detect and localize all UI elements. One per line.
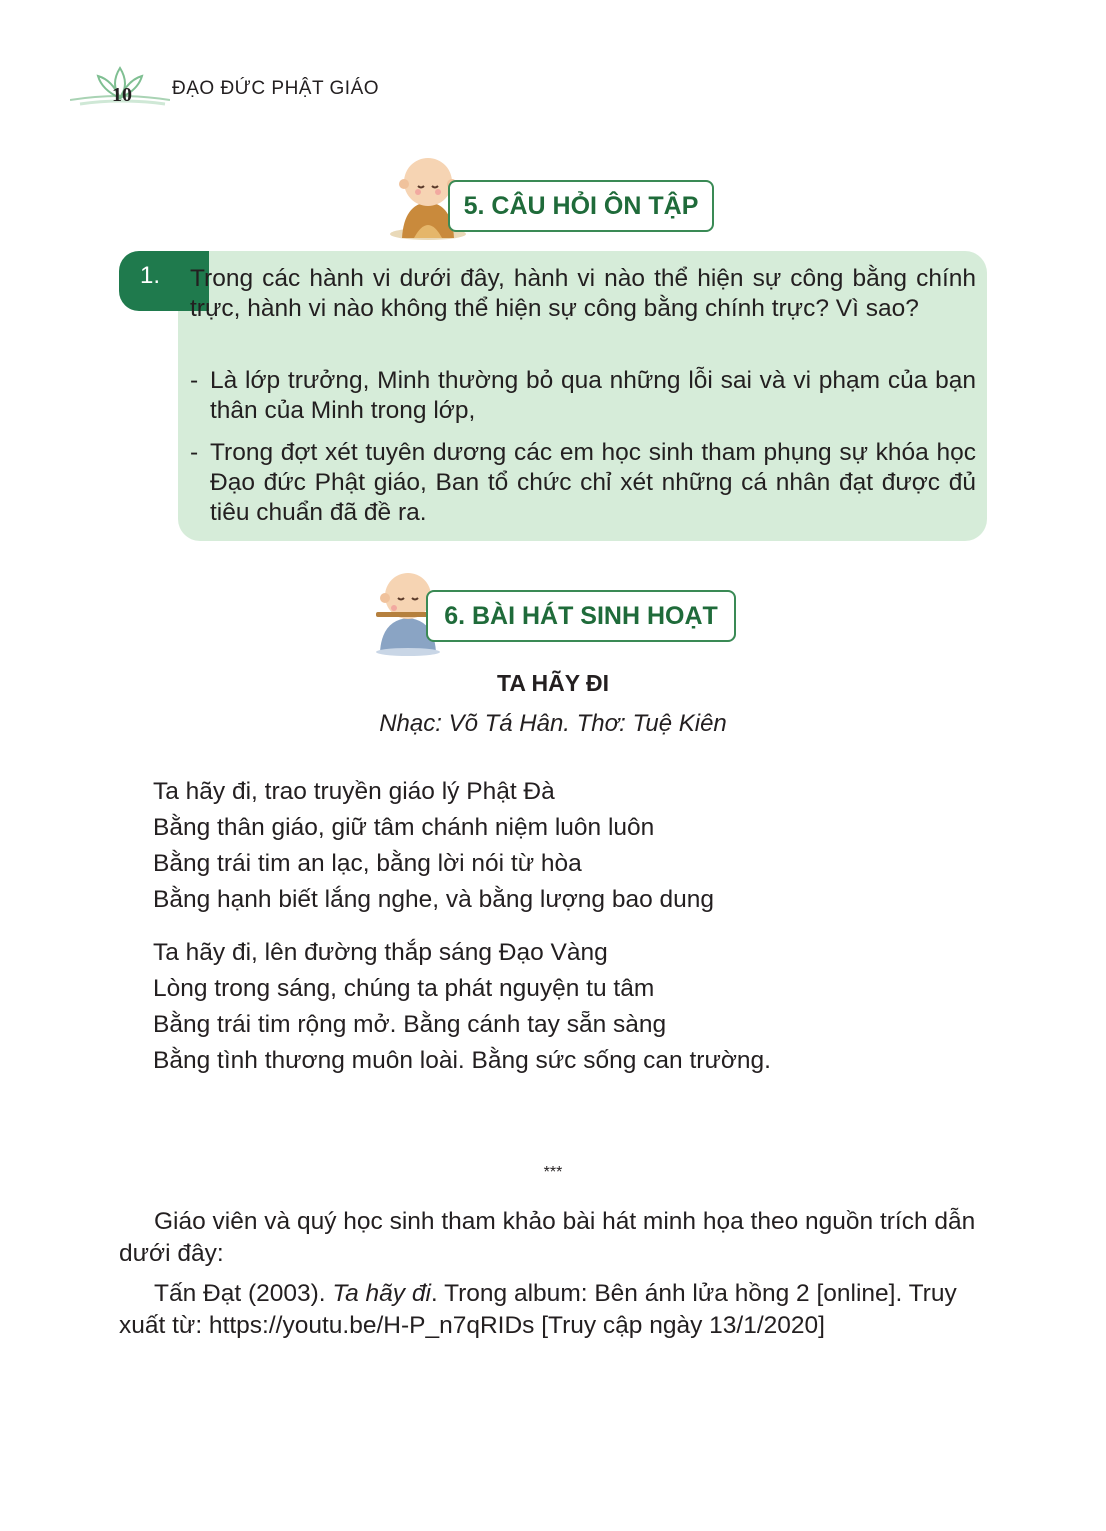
question-bullet: - Trong đợt xét tuyên dương các em học sinh tham phụng sự khóa học Đạo đức Phật giáo, Ban tổ chức chỉ xét những cá nhân đạt được đủ tiêu chuẩn đã đề ra.	[190, 439, 976, 526]
section5-heading-text: 5. CÂU HỎI ÔN TẬP	[463, 191, 699, 220]
lyric-line: Bằng thân giáo, giữ tâm chánh niệm luôn luôn	[153, 814, 655, 841]
lyric-line: Ta hãy đi, lên đường thắp sáng Đạo Vàng	[153, 939, 608, 966]
question-text: Trong các hành vi dưới đây, hành vi nào thể hiện sự công bằng chính trực, hành vi nào không thể hiện sự công bằng chính trực? Vì sao?	[190, 265, 976, 322]
separator: ***	[543, 1164, 563, 1181]
running-title: ĐẠO ĐỨC PHẬT GIÁO	[172, 78, 380, 99]
reference-intro: Giáo viên và quý học sinh tham khảo bài hát minh họa theo nguồn trích dẫn dưới đây:	[119, 1208, 976, 1267]
section5-heading	[448, 180, 714, 232]
section6-heading	[426, 590, 736, 642]
lyric-line: Bằng hạnh biết lắng nghe, và bằng lượng bao dung	[153, 886, 715, 913]
song-stanza-1	[153, 774, 714, 918]
lyric-line: Lòng trong sáng, chúng ta phát nguyện tu tâm	[153, 975, 655, 1002]
song-stanza-2	[153, 935, 771, 1079]
song-title: TA HÃY ĐI	[496, 670, 610, 696]
lyric-line: Bằng trái tim an lạc, bằng lời nói từ hòa	[153, 850, 582, 877]
question-number: 1.	[140, 262, 161, 289]
question-bullet: - Là lớp trưởng, Minh thường bỏ qua những lỗi sai và vi phạm của bạn thân của Minh trong lớp,	[190, 367, 976, 424]
song-credit: Nhạc: Võ Tá Hân. Thơ: Tuệ Kiên	[379, 710, 727, 737]
section6-heading-text: 6. BÀI HÁT SINH HOẠT	[444, 601, 718, 630]
question-bullets	[190, 366, 976, 540]
lyric-line: Bằng tình thương muôn loài. Bằng sức sống can trường.	[153, 1047, 771, 1074]
page-number: 10	[112, 84, 132, 106]
reference-citation: Tấn Đạt (2003). Ta hãy đi. Trong album: Bên ánh lửa hồng 2 [online]. Truy xuất từ: https://youtu.be/H-P_n7qRIDs [Truy cập ngày 13/1/2020]	[119, 1280, 957, 1339]
lyric-line: Bằng trái tim rộng mở. Bằng cánh tay sẵn sàng	[153, 1011, 667, 1038]
lyric-line: Ta hãy đi, trao truyền giáo lý Phật Đà	[153, 778, 555, 805]
